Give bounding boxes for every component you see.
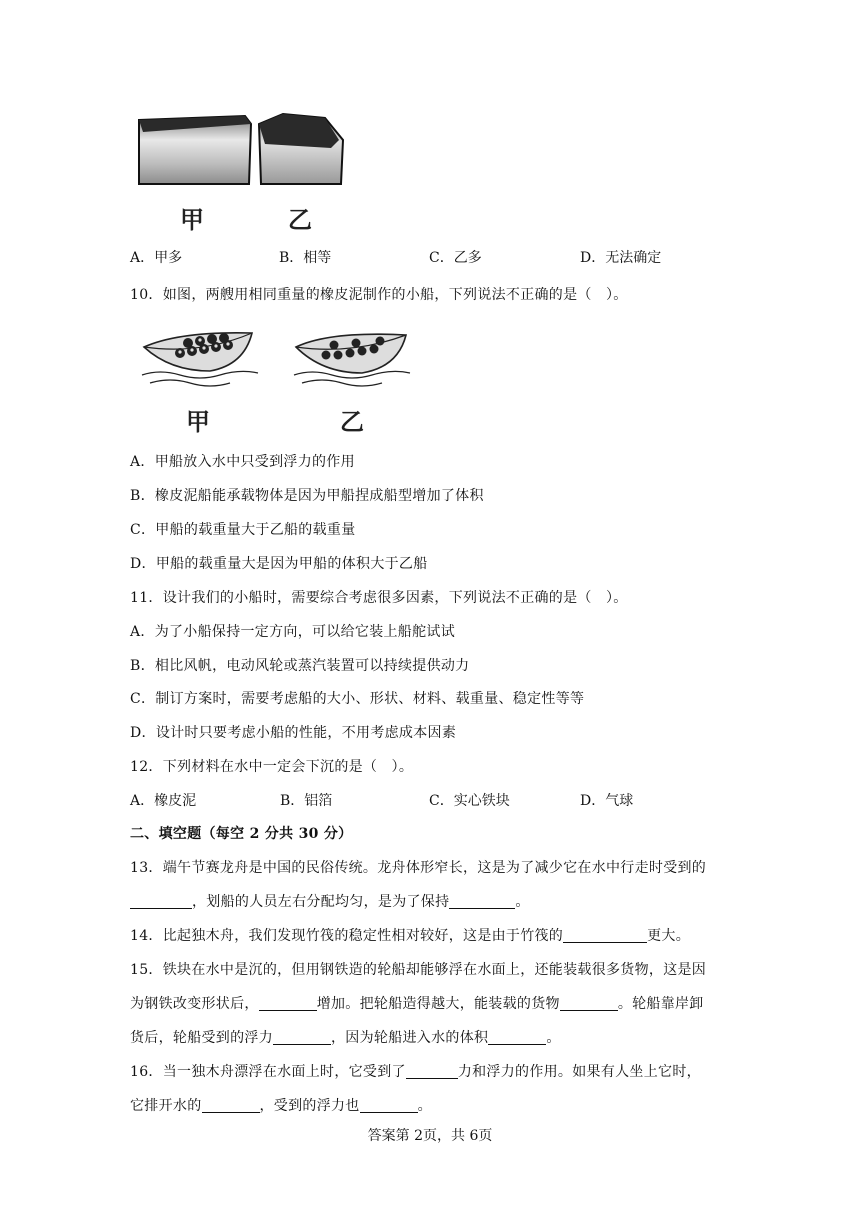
q12-stem: 12．下列材料在水中一定会下沉的是（ ）。 [130, 759, 414, 775]
fig9-label-a: 甲 [180, 206, 204, 234]
q12-option-c[interactable]: C．实心铁块 [429, 793, 510, 809]
q9-option-b[interactable]: B．相等 [279, 250, 332, 266]
q15-blank-4[interactable] [488, 1030, 546, 1045]
q10-stem: 10．如图，两艘用相同重量的橡皮泥制作的小船，下列说法不正确的是（ ）。 [130, 287, 628, 303]
q13-text-c: 。 [515, 894, 530, 910]
q15-line2 [130, 993, 704, 1013]
q11-option-a[interactable]: A．为了小船保持一定方向，可以给它装上船舵试试 [130, 624, 456, 640]
fig9-label-b: 乙 [288, 206, 312, 234]
q14-text-a: 14．比起独木舟，我们发现竹筏的稳定性相对较好，这是由于竹筏的 [130, 928, 564, 944]
q15-line3 [130, 1027, 561, 1047]
fig10-label-b: 乙 [340, 408, 364, 436]
q12-option-b[interactable]: B．铝箔 [280, 793, 333, 809]
q16-text-b: 力和浮力的作用。如果有人坐上它时， [457, 1064, 701, 1080]
q11-option-d[interactable]: D．设计时只要考虑小船的性能，不用考虑成本因素 [130, 725, 457, 741]
q16-text-d: ，受到的浮力也 [259, 1098, 360, 1114]
q12-option-a[interactable]: A．橡皮泥 [130, 793, 197, 809]
page-footer: 答案第 2页，共 6页 [367, 1128, 493, 1144]
figure-blocks [133, 110, 353, 190]
q11-option-c[interactable]: C．制订方案时，需要考虑船的大小、形状、材料、载重量、稳定性等等 [130, 691, 585, 707]
q13-line1: 13．端午节赛龙舟是中国的民俗传统。龙舟体形窄长，这是为了减少它在水中行走时受到的 [130, 860, 707, 876]
q15-blank-1[interactable] [259, 996, 317, 1011]
q9-option-d[interactable]: D．无法确定 [580, 250, 662, 266]
q10-option-a[interactable]: A．甲船放入水中只受到浮力的作用 [130, 454, 355, 470]
q11-option-b[interactable]: B．相比风帆，电动风轮或蒸汽装置可以持续提供动力 [130, 658, 470, 674]
q14-line [130, 925, 690, 945]
q15-blank-3[interactable] [273, 1030, 331, 1045]
q12-option-d[interactable]: D．气球 [580, 793, 634, 809]
q13-blank-2[interactable] [449, 894, 515, 909]
blocks-illustration [133, 110, 353, 190]
q13-blank-1[interactable] [130, 894, 192, 909]
q15-text-d: 货后，轮船受到的浮力 [130, 1030, 273, 1046]
fig10-label-a: 甲 [186, 408, 210, 436]
figure-boats [140, 325, 420, 395]
q13-line2 [130, 891, 530, 911]
q9-option-a[interactable]: A．甲多 [130, 250, 183, 266]
q14-text-b: 更大。 [647, 928, 691, 944]
q16-text-c: 它排开水的 [130, 1098, 202, 1114]
q9-option-c[interactable]: C．乙多 [429, 250, 482, 266]
q14-blank-1[interactable] [563, 928, 647, 943]
q16-blank-3[interactable] [360, 1098, 418, 1113]
q16-line1 [130, 1061, 701, 1081]
q15-line1: 15．铁块在水中是沉的，但用钢铁造的轮船却能够浮在水面上，还能装载很多货物，这是因 [130, 962, 707, 978]
q15-text-c: 。轮船靠岸卸 [617, 996, 704, 1012]
q10-option-d[interactable]: D．甲船的载重量大是因为甲船的体积大于乙船 [130, 556, 428, 572]
q15-text-b: 增加。把轮船造得越大，能装载的货物 [316, 996, 560, 1012]
q16-text-e: 。 [417, 1098, 432, 1114]
q10-option-c[interactable]: C．甲船的载重量大于乙船的载重量 [130, 522, 356, 538]
q16-blank-2[interactable] [202, 1098, 260, 1113]
q15-text-a: 为钢铁改变形状后， [130, 996, 259, 1012]
q16-blank-1[interactable] [406, 1064, 458, 1079]
q15-text-e: ，因为轮船进入水的体积 [331, 1030, 489, 1046]
q11-stem: 11．设计我们的小船时，需要综合考虑很多因素，下列说法不正确的是（ ）。 [130, 590, 628, 606]
q15-blank-2[interactable] [560, 996, 618, 1011]
q13-text-b: ，划船的人员左右分配均匀，是为了保持 [192, 894, 450, 910]
section-title: 二、填空题（每空 2 分共 30 分） [130, 826, 353, 842]
boats-illustration [140, 325, 420, 395]
q10-option-b[interactable]: B．橡皮泥船能承载物体是因为甲船捏成船型增加了体积 [130, 488, 484, 504]
q16-line2 [130, 1095, 432, 1115]
q15-text-f: 。 [546, 1030, 561, 1046]
q16-text-a: 16．当一独木舟漂浮在水面上时，它受到了 [130, 1064, 406, 1080]
